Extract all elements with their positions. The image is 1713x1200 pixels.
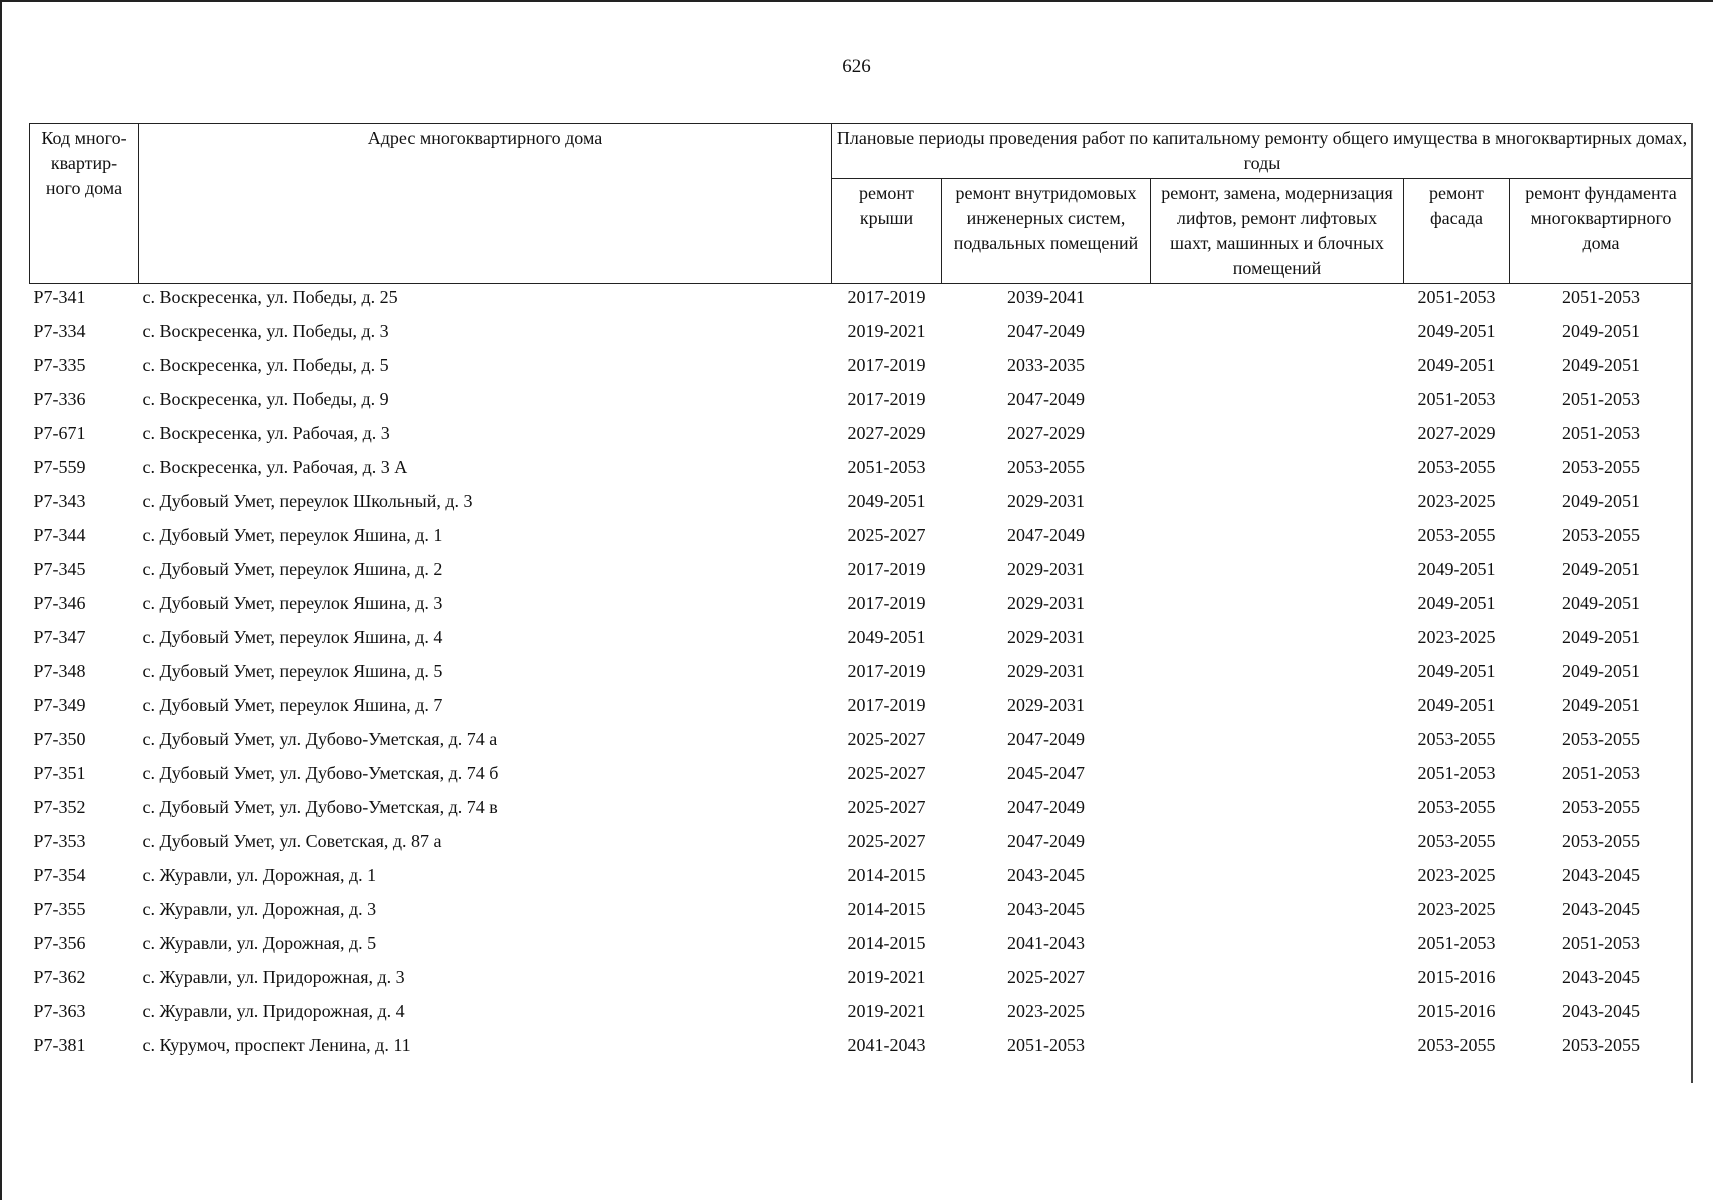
cell-elevators (1151, 355, 1404, 389)
cell-systems: 2041-2043 (1007, 933, 1085, 953)
cell-foundation: 2053-2055 (1562, 525, 1641, 545)
cell-code: Р7-362 (33, 967, 86, 987)
cell-systems: 2029-2031 (1007, 593, 1085, 613)
cell-systems: 2047-2049 (1007, 525, 1085, 545)
cell-address: с. Воскресенка, ул. Победы, д. 25 (142, 287, 398, 307)
cell-code: Р7-334 (33, 321, 86, 341)
cell-address: с. Журавли, ул. Дорожная, д. 1 (142, 865, 377, 885)
cell-address: с. Дубовый Умет, ул. Дубово-Уметская, д. 74 а (142, 729, 498, 749)
cell-roof: 2019-2021 (847, 321, 926, 341)
cell-facade: 2049-2051 (1417, 355, 1496, 375)
cell-roof: 2017-2019 (847, 389, 926, 409)
table-row (30, 321, 1693, 355)
cell-foundation: 2051-2053 (1562, 933, 1641, 953)
cell-foundation: 2053-2055 (1562, 831, 1641, 851)
cell-facade: 2023-2025 (1417, 627, 1496, 647)
cell-roof: 2025-2027 (847, 763, 926, 783)
cell-facade: 2015-2016 (1417, 1001, 1496, 1021)
cell-elevators (1151, 423, 1404, 457)
cell-code: Р7-353 (33, 831, 86, 851)
cell-address: с. Воскресенка, ул. Победы, д. 3 (142, 321, 389, 341)
cell-roof: 2017-2019 (847, 661, 926, 681)
table-row (30, 525, 1693, 559)
table-header (30, 124, 1693, 284)
cell-code: Р7-336 (33, 389, 86, 409)
cell-code: Р7-343 (33, 491, 86, 511)
table-row (30, 1035, 1693, 1069)
cell-facade: 2049-2051 (1417, 593, 1496, 613)
cell-facade: 2049-2051 (1417, 661, 1496, 681)
cell-foundation: 2051-2053 (1562, 287, 1641, 307)
cell-code: Р7-671 (33, 423, 86, 443)
cell-foundation: 2043-2045 (1562, 967, 1641, 987)
cell-code: Р7-345 (33, 559, 86, 579)
cell-elevators (1151, 1001, 1404, 1035)
header-facade: ремонт фасада (1404, 179, 1510, 284)
cell-code: Р7-381 (33, 1035, 86, 1055)
cell-foundation: 2049-2051 (1562, 627, 1641, 647)
cell-elevators (1151, 967, 1404, 1001)
cell-elevators (1151, 729, 1404, 763)
table-row (30, 284, 1693, 322)
cell-elevators (1151, 457, 1404, 491)
cell-code: Р7-350 (33, 729, 86, 749)
cell-systems: 2029-2031 (1007, 627, 1085, 647)
cell-code: Р7-349 (33, 695, 86, 715)
cell-facade: 2023-2025 (1417, 899, 1496, 919)
table-row (30, 627, 1693, 661)
cell-roof: 2014-2015 (847, 933, 926, 953)
header-foundation: ремонт фундамента многоквартирного дома (1510, 179, 1693, 284)
table-row (30, 899, 1693, 933)
cell-elevators (1151, 831, 1404, 865)
cell-systems: 2047-2049 (1007, 389, 1085, 409)
cell-elevators (1151, 321, 1404, 355)
cell-address: с. Дубовый Умет, ул. Дубово-Уметская, д. 74 б (142, 763, 499, 783)
cell-foundation: 2049-2051 (1562, 593, 1641, 613)
table-row (30, 797, 1693, 831)
cell-address: с. Дубовый Умет, переулок Яшина, д. 5 (142, 661, 443, 681)
cell-facade: 2023-2025 (1417, 491, 1496, 511)
cell-facade: 2023-2025 (1417, 865, 1496, 885)
cell-foundation: 2051-2053 (1562, 389, 1641, 409)
right-border (1691, 123, 1693, 1083)
cell-roof: 2049-2051 (847, 491, 926, 511)
cell-code: Р7-347 (33, 627, 86, 647)
cell-systems: 2025-2027 (1007, 967, 1085, 987)
cell-code: Р7-348 (33, 661, 86, 681)
cell-systems: 2047-2049 (1007, 797, 1085, 817)
table-row (30, 831, 1693, 865)
cell-roof: 2019-2021 (847, 967, 926, 987)
cell-code: Р7-356 (33, 933, 86, 953)
cell-address: с. Дубовый Умет, переулок Яшина, д. 3 (142, 593, 443, 613)
cell-code: Р7-344 (33, 525, 86, 545)
cell-facade: 2049-2051 (1417, 321, 1496, 341)
cell-roof: 2014-2015 (847, 865, 926, 885)
header-code: Код много-квартир-ного дома (30, 124, 139, 284)
cell-elevators (1151, 559, 1404, 593)
table-row (30, 967, 1693, 1001)
table-row (30, 423, 1693, 457)
table-row (30, 729, 1693, 763)
cell-roof: 2017-2019 (847, 355, 926, 375)
cell-elevators (1151, 763, 1404, 797)
cell-facade: 2049-2051 (1417, 559, 1496, 579)
cell-address: с. Дубовый Умет, переулок Школьный, д. 3 (142, 491, 473, 511)
cell-elevators (1151, 284, 1404, 322)
cell-foundation: 2043-2045 (1562, 865, 1641, 885)
cell-roof: 2017-2019 (847, 695, 926, 715)
cell-roof: 2014-2015 (847, 899, 926, 919)
cell-elevators (1151, 389, 1404, 423)
cell-address: с. Воскресенка, ул. Победы, д. 5 (142, 355, 389, 375)
table-body (30, 284, 1693, 1070)
cell-systems: 2029-2031 (1007, 695, 1085, 715)
cell-foundation: 2053-2055 (1562, 1035, 1641, 1055)
cell-foundation: 2053-2055 (1562, 797, 1641, 817)
cell-facade: 2053-2055 (1417, 729, 1496, 749)
cell-facade: 2053-2055 (1417, 797, 1496, 817)
cell-elevators (1151, 899, 1404, 933)
cell-elevators (1151, 525, 1404, 559)
cell-address: с. Курумоч, проспект Ленина, д. 11 (142, 1035, 411, 1055)
cell-roof: 2017-2019 (847, 593, 926, 613)
cell-elevators (1151, 627, 1404, 661)
cell-systems: 2029-2031 (1007, 661, 1085, 681)
cell-elevators (1151, 797, 1404, 831)
cell-systems: 2043-2045 (1007, 865, 1085, 885)
cell-address: с. Дубовый Умет, переулок Яшина, д. 4 (142, 627, 443, 647)
cell-systems: 2029-2031 (1007, 491, 1085, 511)
cell-roof: 2025-2027 (847, 831, 926, 851)
cell-systems: 2047-2049 (1007, 321, 1085, 341)
cell-elevators (1151, 491, 1404, 525)
cell-code: Р7-355 (33, 899, 86, 919)
page-number: 626 (842, 56, 871, 77)
table-row (30, 389, 1693, 423)
cell-address: с. Воскресенка, ул. Победы, д. 9 (142, 389, 389, 409)
cell-facade: 2051-2053 (1417, 389, 1496, 409)
cell-roof: 2041-2043 (847, 1035, 926, 1055)
header-systems: ремонт внутридомовых инженерных систем, подвальных помещений (942, 179, 1151, 284)
cell-address: с. Дубовый Умет, ул. Советская, д. 87 а (142, 831, 442, 851)
cell-systems: 2045-2047 (1007, 763, 1085, 783)
cell-foundation: 2049-2051 (1562, 491, 1641, 511)
cell-roof: 2025-2027 (847, 797, 926, 817)
cell-elevators (1151, 1035, 1404, 1069)
cell-address: с. Дубовый Умет, переулок Яшина, д. 2 (142, 559, 443, 579)
cell-systems: 2043-2045 (1007, 899, 1085, 919)
cell-address: с. Журавли, ул. Придорожная, д. 3 (142, 967, 405, 987)
cell-systems: 2023-2025 (1007, 1001, 1085, 1021)
cell-foundation: 2053-2055 (1562, 729, 1641, 749)
table-row (30, 457, 1693, 491)
cell-facade: 2053-2055 (1417, 457, 1496, 477)
cell-code: Р7-354 (33, 865, 86, 885)
cell-foundation: 2053-2055 (1562, 457, 1641, 477)
table-row (30, 355, 1693, 389)
cell-elevators (1151, 695, 1404, 729)
cell-facade: 2015-2016 (1417, 967, 1496, 987)
cell-foundation: 2049-2051 (1562, 695, 1641, 715)
cell-facade: 2051-2053 (1417, 763, 1496, 783)
cell-roof: 2027-2029 (847, 423, 926, 443)
cell-elevators (1151, 661, 1404, 695)
cell-roof: 2025-2027 (847, 729, 926, 749)
cell-facade: 2053-2055 (1417, 1035, 1496, 1055)
cell-roof: 2017-2019 (847, 559, 926, 579)
cell-systems: 2039-2041 (1007, 287, 1085, 307)
cell-systems: 2047-2049 (1007, 831, 1085, 851)
cell-roof: 2025-2027 (847, 525, 926, 545)
cell-roof: 2019-2021 (847, 1001, 926, 1021)
cell-address: с. Дубовый Умет, ул. Дубово-Уметская, д. 74 в (142, 797, 498, 817)
cell-facade: 2051-2053 (1417, 287, 1496, 307)
table-row (30, 865, 1693, 899)
cell-code: Р7-363 (33, 1001, 86, 1021)
table-row (30, 593, 1693, 627)
repair-schedule-table (29, 123, 1693, 1069)
table-row (30, 763, 1693, 797)
cell-address: с. Журавли, ул. Придорожная, д. 4 (142, 1001, 405, 1021)
cell-foundation: 2043-2045 (1562, 1001, 1641, 1021)
top-border (0, 0, 1713, 2)
cell-foundation: 2051-2053 (1562, 423, 1641, 443)
table-row (30, 559, 1693, 593)
header-periods-group: Плановые периоды проведения работ по капитальному ремонту общего имущества в многоквартирных домах, годы (832, 124, 1693, 179)
cell-foundation: 2051-2053 (1562, 763, 1641, 783)
cell-roof: 2049-2051 (847, 627, 926, 647)
cell-foundation: 2049-2051 (1562, 355, 1641, 375)
cell-code: Р7-341 (33, 287, 86, 307)
cell-code: Р7-559 (33, 457, 86, 477)
cell-foundation: 2049-2051 (1562, 661, 1641, 681)
cell-address: с. Журавли, ул. Дорожная, д. 3 (142, 899, 377, 919)
table-row (30, 933, 1693, 967)
cell-elevators (1151, 933, 1404, 967)
header-roof: ремонт крыши (832, 179, 942, 284)
cell-foundation: 2049-2051 (1562, 559, 1641, 579)
cell-systems: 2053-2055 (1007, 457, 1085, 477)
cell-facade: 2049-2051 (1417, 695, 1496, 715)
table-row (30, 695, 1693, 729)
cell-roof: 2017-2019 (847, 287, 926, 307)
cell-systems: 2051-2053 (1007, 1035, 1085, 1055)
cell-code: Р7-346 (33, 593, 86, 613)
header-elevators: ремонт, замена, модернизация лифтов, ремонт лифтовых шахт, машинных и блочных помещений (1151, 179, 1404, 284)
header-address: Адрес многоквартирного дома (139, 124, 832, 284)
left-border (0, 0, 2, 1200)
table-row (30, 1001, 1693, 1035)
cell-systems: 2033-2035 (1007, 355, 1085, 375)
cell-foundation: 2043-2045 (1562, 899, 1641, 919)
cell-facade: 2051-2053 (1417, 933, 1496, 953)
cell-code: Р7-351 (33, 763, 86, 783)
cell-foundation: 2049-2051 (1562, 321, 1641, 341)
cell-address: с. Дубовый Умет, переулок Яшина, д. 7 (142, 695, 443, 715)
cell-facade: 2053-2055 (1417, 831, 1496, 851)
table-row (30, 491, 1693, 525)
cell-address: с. Воскресенка, ул. Рабочая, д. 3 А (142, 457, 408, 477)
cell-facade: 2027-2029 (1417, 423, 1496, 443)
cell-address: с. Воскресенка, ул. Рабочая, д. 3 (142, 423, 390, 443)
cell-address: с. Журавли, ул. Дорожная, д. 5 (142, 933, 377, 953)
cell-systems: 2029-2031 (1007, 559, 1085, 579)
cell-code: Р7-352 (33, 797, 86, 817)
cell-facade: 2053-2055 (1417, 525, 1496, 545)
cell-address: с. Дубовый Умет, переулок Яшина, д. 1 (142, 525, 443, 545)
cell-code: Р7-335 (33, 355, 86, 375)
cell-elevators (1151, 593, 1404, 627)
cell-roof: 2051-2053 (847, 457, 926, 477)
cell-systems: 2047-2049 (1007, 729, 1085, 749)
cell-systems: 2027-2029 (1007, 423, 1085, 443)
cell-elevators (1151, 865, 1404, 899)
table-row (30, 661, 1693, 695)
